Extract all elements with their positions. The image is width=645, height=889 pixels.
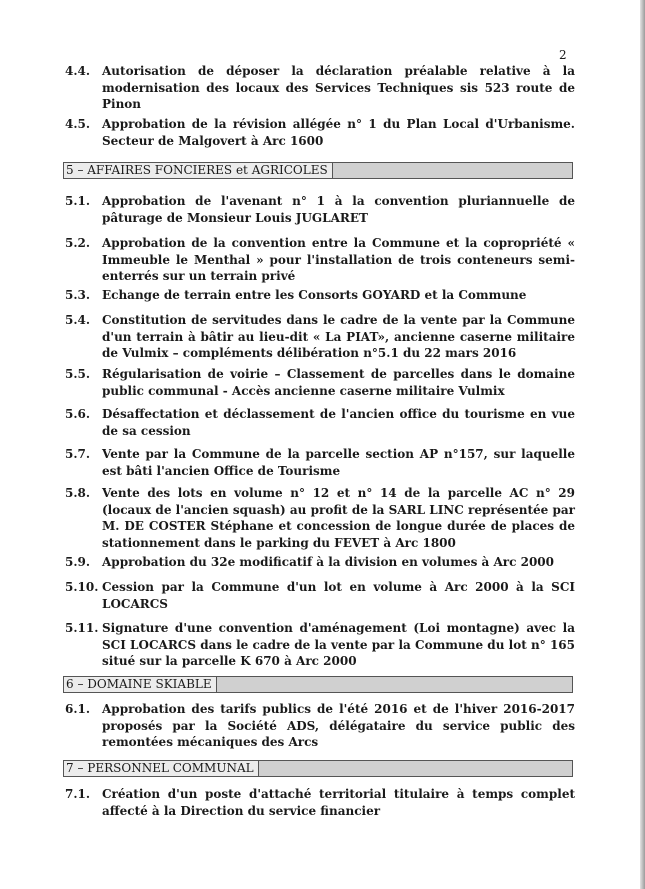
item-text: Approbation des tarifs publics de l'été 2016 et de l'hiver 2016-2017 proposés par la Société ADS, délégataire du service public des remontées mécaniques des Arcs xyxy=(102,702,575,749)
item-number: 5.8. xyxy=(65,486,91,500)
agenda-item-5-8 xyxy=(65,485,575,551)
item-text: Approbation de la convention entre la Commune et la copropriété « Immeuble le Menthal » pour l'installation de trois conteneurs semi-enterrés sur un terrain privé xyxy=(102,236,575,283)
item-number: 4.5. xyxy=(65,117,91,131)
item-number: 5.7. xyxy=(65,447,91,461)
section-header-personnel-communal xyxy=(63,760,573,777)
agenda-item-5-4 xyxy=(65,312,575,362)
item-number: 5.3. xyxy=(65,288,91,302)
item-number: 6.1. xyxy=(65,702,91,716)
agenda-item-5-5 xyxy=(65,366,575,399)
item-number: 5.10. xyxy=(65,580,99,594)
item-number: 7.1. xyxy=(65,787,91,801)
item-text: Vente par la Commune de la parcelle section AP n°157, sur laquelle est bâti l'ancien Office de Tourisme xyxy=(102,447,575,478)
item-text: Autorisation de déposer la déclaration préalable relative à la modernisation des locaux des Services Techniques sis 523 route de Pinon xyxy=(102,64,575,111)
agenda-item-5-6 xyxy=(65,406,575,439)
item-number: 5.4. xyxy=(65,313,91,327)
item-text: Approbation du 32e modificatif à la division en volumes à Arc 2000 xyxy=(102,555,554,569)
item-text: Création d'un poste d'attaché territorial titulaire à temps complet affecté à la Direction du service financier xyxy=(102,787,575,818)
item-number: 5.9. xyxy=(65,555,91,569)
item-number: 5.11. xyxy=(65,621,99,635)
page-edge-shadow xyxy=(640,0,645,889)
agenda-item-5-1 xyxy=(65,193,575,226)
agenda-item-5-7 xyxy=(65,446,575,479)
page-number: 2 xyxy=(559,48,567,62)
item-number: 4.4. xyxy=(65,64,91,78)
agenda-item-5-2 xyxy=(65,235,575,285)
item-text: Constitution de servitudes dans le cadre de la vente par la Commune d'un terrain à bâtir au lieu-dit « La PIAT», ancienne caserne militaire de Vulmix – compléments délibération n°5.1 du 22 mars 2016 xyxy=(102,313,575,360)
item-text: Signature d'une convention d'aménagement (Loi montagne) avec la SCI LOCARCS dans le cadre de la vente par la Commune du lot n° 165 situé sur la parcelle K 670 à Arc 2000 xyxy=(102,621,575,668)
agenda-item-7-1 xyxy=(65,786,575,819)
section-header-affaires-foncieres xyxy=(63,162,573,179)
item-text: Approbation de l'avenant n° 1 à la convention pluriannuelle de pâturage de Monsieur Louis JUGLARET xyxy=(102,194,575,225)
section-header-domaine-skiable xyxy=(63,676,573,693)
section-label: 5 – AFFAIRES FONCIERES et AGRICOLES xyxy=(64,163,333,178)
agenda-item-6-1 xyxy=(65,701,575,751)
item-text: Cession par la Commune d'un lot en volume à Arc 2000 à la SCI LOCARCS xyxy=(102,580,575,611)
item-text: Désaffectation et déclassement de l'ancien office du tourisme en vue de sa cession xyxy=(102,407,575,438)
item-text: Approbation de la révision allégée n° 1 du Plan Local d'Urbanisme. Secteur de Malgovert à Arc 1600 xyxy=(102,117,575,148)
item-number: 5.5. xyxy=(65,367,91,381)
section-label: 6 – DOMAINE SKIABLE xyxy=(64,677,217,692)
agenda-item-5-9 xyxy=(65,554,575,571)
item-number: 5.2. xyxy=(65,236,91,250)
agenda-item-5-11 xyxy=(65,620,575,670)
agenda-item-4-4 xyxy=(65,63,575,113)
agenda-item-4-5 xyxy=(65,116,575,149)
agenda-item-5-3 xyxy=(65,287,575,304)
agenda-item-5-10 xyxy=(65,579,575,612)
item-text: Régularisation de voirie – Classement de parcelles dans le domaine public communal - Accès ancienne caserne militaire Vulmix xyxy=(102,367,575,398)
item-number: 5.6. xyxy=(65,407,91,421)
section-label: 7 – PERSONNEL COMMUNAL xyxy=(64,761,259,776)
item-number: 5.1. xyxy=(65,194,91,208)
item-text: Vente des lots en volume n° 12 et n° 14 de la parcelle AC n° 29 (locaux de l'ancien squash) au profit de la SARL LINC représentée par M. DE COSTER Stéphane et concession de longue durée de places de stationnement dans le parking du FEVET à Arc 1800 xyxy=(102,486,575,550)
item-text: Echange de terrain entre les Consorts GOYARD et la Commune xyxy=(102,288,527,302)
